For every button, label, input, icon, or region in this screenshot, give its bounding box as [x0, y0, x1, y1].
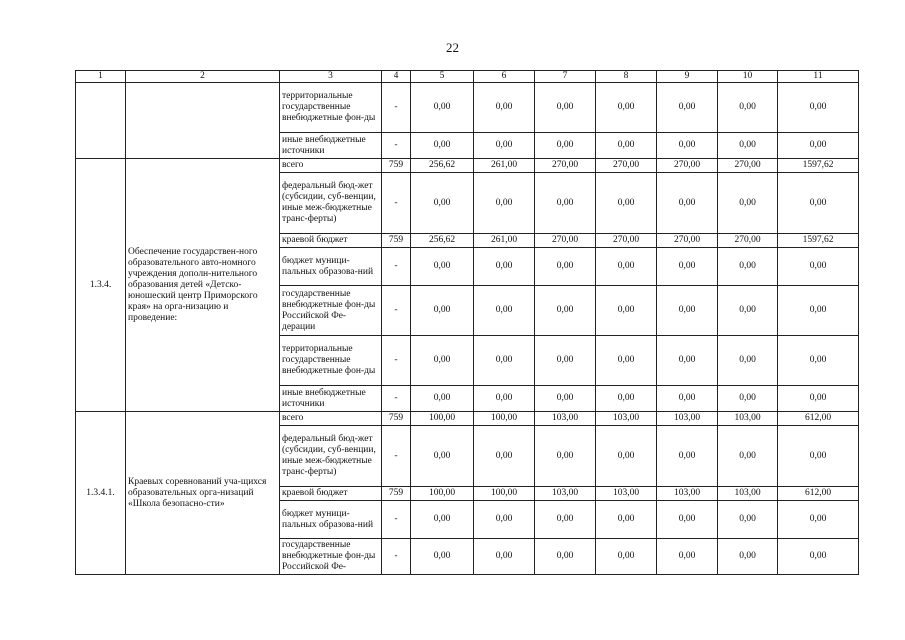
- amount-cell: 0,00: [596, 336, 657, 386]
- amount-cell: 1597,62: [778, 234, 859, 248]
- amount-cell: 0,00: [474, 336, 535, 386]
- budget-code: -: [382, 173, 411, 234]
- amount-cell: 0,00: [778, 386, 859, 412]
- amount-cell: 0,00: [657, 539, 718, 575]
- budget-code: -: [382, 426, 411, 487]
- amount-cell: 0,00: [778, 501, 859, 539]
- amount-cell: 0,00: [535, 286, 596, 336]
- column-header: 10: [718, 71, 778, 83]
- amount-cell: 0,00: [657, 336, 718, 386]
- amount-cell: 0,00: [718, 501, 778, 539]
- amount-cell: 270,00: [535, 159, 596, 173]
- column-header: 11: [778, 71, 859, 83]
- amount-cell: 0,00: [596, 501, 657, 539]
- column-header: 1: [76, 71, 126, 83]
- amount-cell: 0,00: [411, 501, 474, 539]
- amount-cell: 0,00: [718, 248, 778, 286]
- item-code: 1.3.4.1.: [76, 412, 126, 575]
- amount-cell: 256,62: [411, 159, 474, 173]
- amount-cell: 0,00: [474, 286, 535, 336]
- amount-cell: 0,00: [657, 426, 718, 487]
- amount-cell: 0,00: [657, 173, 718, 234]
- amount-cell: 0,00: [778, 539, 859, 575]
- table-row: [76, 159, 859, 173]
- funding-source: федеральный бюд-жет (субсидии, суб-венции, иные меж-бюджетные транс-ферты): [280, 173, 382, 234]
- amount-cell: 0,00: [411, 539, 474, 575]
- amount-cell: 0,00: [596, 386, 657, 412]
- item-name: [126, 83, 280, 159]
- amount-cell: 103,00: [718, 412, 778, 426]
- amount-cell: 100,00: [474, 412, 535, 426]
- amount-cell: 100,00: [411, 412, 474, 426]
- amount-cell: 0,00: [718, 539, 778, 575]
- amount-cell: 0,00: [778, 248, 859, 286]
- budget-code: -: [382, 83, 411, 133]
- amount-cell: 0,00: [718, 133, 778, 159]
- amount-cell: 0,00: [411, 386, 474, 412]
- amount-cell: 0,00: [778, 173, 859, 234]
- amount-cell: 0,00: [596, 133, 657, 159]
- amount-cell: 103,00: [596, 412, 657, 426]
- funding-source: бюджет муници-пальных образова-ний: [280, 501, 382, 539]
- amount-cell: 0,00: [596, 539, 657, 575]
- amount-cell: 0,00: [474, 539, 535, 575]
- funding-source: всего: [280, 412, 382, 426]
- funding-source: бюджет муници-пальных образова-ний: [280, 248, 382, 286]
- budget-code: 759: [382, 487, 411, 501]
- budget-code: -: [382, 336, 411, 386]
- amount-cell: 0,00: [535, 173, 596, 234]
- budget-code: -: [382, 386, 411, 412]
- amount-cell: 0,00: [411, 426, 474, 487]
- funding-source: краевой бюджет: [280, 234, 382, 248]
- amount-cell: 261,00: [474, 159, 535, 173]
- amount-cell: 0,00: [411, 248, 474, 286]
- item-name: Обеспечение государствен-ного образовательного авто-номного учреждения дополн-нительного образования детей «Детско-юношеский центр Приморского края» на орга-низацию и проведение:: [126, 159, 280, 412]
- amount-cell: 0,00: [778, 83, 859, 133]
- page-number: 22: [446, 40, 459, 55]
- budget-code: -: [382, 248, 411, 286]
- amount-cell: 103,00: [657, 412, 718, 426]
- amount-cell: 0,00: [718, 286, 778, 336]
- amount-cell: 270,00: [657, 234, 718, 248]
- amount-cell: 0,00: [596, 426, 657, 487]
- amount-cell: 103,00: [657, 487, 718, 501]
- amount-cell: 103,00: [535, 487, 596, 501]
- budget-code: -: [382, 286, 411, 336]
- amount-cell: 0,00: [411, 336, 474, 386]
- amount-cell: 0,00: [535, 83, 596, 133]
- column-header: 3: [280, 71, 382, 83]
- amount-cell: 270,00: [657, 159, 718, 173]
- amount-cell: 0,00: [657, 133, 718, 159]
- amount-cell: 0,00: [535, 133, 596, 159]
- amount-cell: 103,00: [596, 487, 657, 501]
- column-header: 9: [657, 71, 718, 83]
- amount-cell: 0,00: [718, 173, 778, 234]
- amount-cell: 0,00: [411, 83, 474, 133]
- amount-cell: 0,00: [474, 426, 535, 487]
- amount-cell: 0,00: [474, 386, 535, 412]
- amount-cell: 0,00: [718, 386, 778, 412]
- amount-cell: 0,00: [778, 133, 859, 159]
- amount-cell: 0,00: [657, 83, 718, 133]
- amount-cell: 270,00: [596, 234, 657, 248]
- table-body: [76, 83, 859, 575]
- amount-cell: 270,00: [718, 159, 778, 173]
- funding-source: территориальные государственные внебюджетные фон-ды: [280, 83, 382, 133]
- amount-cell: 0,00: [718, 426, 778, 487]
- column-header: 8: [596, 71, 657, 83]
- amount-cell: 0,00: [657, 501, 718, 539]
- amount-cell: 270,00: [718, 234, 778, 248]
- amount-cell: 0,00: [596, 83, 657, 133]
- amount-cell: 0,00: [596, 286, 657, 336]
- amount-cell: 0,00: [535, 426, 596, 487]
- column-header: 5: [411, 71, 474, 83]
- amount-cell: 0,00: [778, 426, 859, 487]
- amount-cell: 103,00: [718, 487, 778, 501]
- amount-cell: 0,00: [596, 173, 657, 234]
- amount-cell: 0,00: [474, 501, 535, 539]
- amount-cell: 0,00: [411, 173, 474, 234]
- amount-cell: 1597,62: [778, 159, 859, 173]
- amount-cell: 0,00: [411, 133, 474, 159]
- funding-source: всего: [280, 159, 382, 173]
- table-row: [76, 412, 859, 426]
- amount-cell: 0,00: [657, 386, 718, 412]
- item-code: 1.3.4.: [76, 159, 126, 412]
- amount-cell: 0,00: [535, 248, 596, 286]
- amount-cell: 0,00: [657, 248, 718, 286]
- amount-cell: 0,00: [535, 501, 596, 539]
- funding-source: территориальные государственные внебюджетные фон-ды: [280, 336, 382, 386]
- funding-source: федеральный бюд-жет (субсидии, суб-венции, иные меж-бюджетные транс-ферты): [280, 426, 382, 487]
- amount-cell: 0,00: [474, 133, 535, 159]
- funding-source: государственные внебюджетные фон-ды Российской Фе-дерации: [280, 286, 382, 336]
- column-header: 6: [474, 71, 535, 83]
- funding-source: иные внебюджетные источники: [280, 133, 382, 159]
- amount-cell: 0,00: [474, 248, 535, 286]
- funding-source: иные внебюджетные источники: [280, 386, 382, 412]
- amount-cell: 612,00: [778, 487, 859, 501]
- budget-code: 759: [382, 159, 411, 173]
- amount-cell: 270,00: [596, 159, 657, 173]
- item-code: [76, 83, 126, 159]
- amount-cell: 0,00: [474, 83, 535, 133]
- amount-cell: 0,00: [657, 286, 718, 336]
- column-number-row: [76, 71, 859, 83]
- amount-cell: 0,00: [411, 286, 474, 336]
- budget-code: -: [382, 539, 411, 575]
- column-header: 2: [126, 71, 280, 83]
- amount-cell: 0,00: [535, 539, 596, 575]
- amount-cell: 256,62: [411, 234, 474, 248]
- amount-cell: 0,00: [535, 336, 596, 386]
- column-header: 7: [535, 71, 596, 83]
- amount-cell: 0,00: [596, 248, 657, 286]
- amount-cell: 103,00: [535, 412, 596, 426]
- budget-code: 759: [382, 412, 411, 426]
- budget-code: -: [382, 501, 411, 539]
- budget-code: -: [382, 133, 411, 159]
- amount-cell: 261,00: [474, 234, 535, 248]
- amount-cell: 0,00: [535, 386, 596, 412]
- amount-cell: 270,00: [535, 234, 596, 248]
- amount-cell: 0,00: [474, 173, 535, 234]
- item-name: Краевых соревнований уча-щихся образовательных орга-низаций «Школа безопасно-сти»: [126, 412, 280, 575]
- amount-cell: 100,00: [474, 487, 535, 501]
- amount-cell: 0,00: [778, 336, 859, 386]
- amount-cell: 612,00: [778, 412, 859, 426]
- amount-cell: 0,00: [718, 83, 778, 133]
- table-row: [76, 83, 859, 133]
- amount-cell: 0,00: [778, 286, 859, 336]
- amount-cell: 100,00: [411, 487, 474, 501]
- budget-table: [75, 70, 859, 575]
- budget-code: 759: [382, 234, 411, 248]
- column-header: 4: [382, 71, 411, 83]
- funding-source: государственные внебюджетные фон-ды Российской Фе-: [280, 539, 382, 575]
- amount-cell: 0,00: [718, 336, 778, 386]
- funding-source: краевой бюджет: [280, 487, 382, 501]
